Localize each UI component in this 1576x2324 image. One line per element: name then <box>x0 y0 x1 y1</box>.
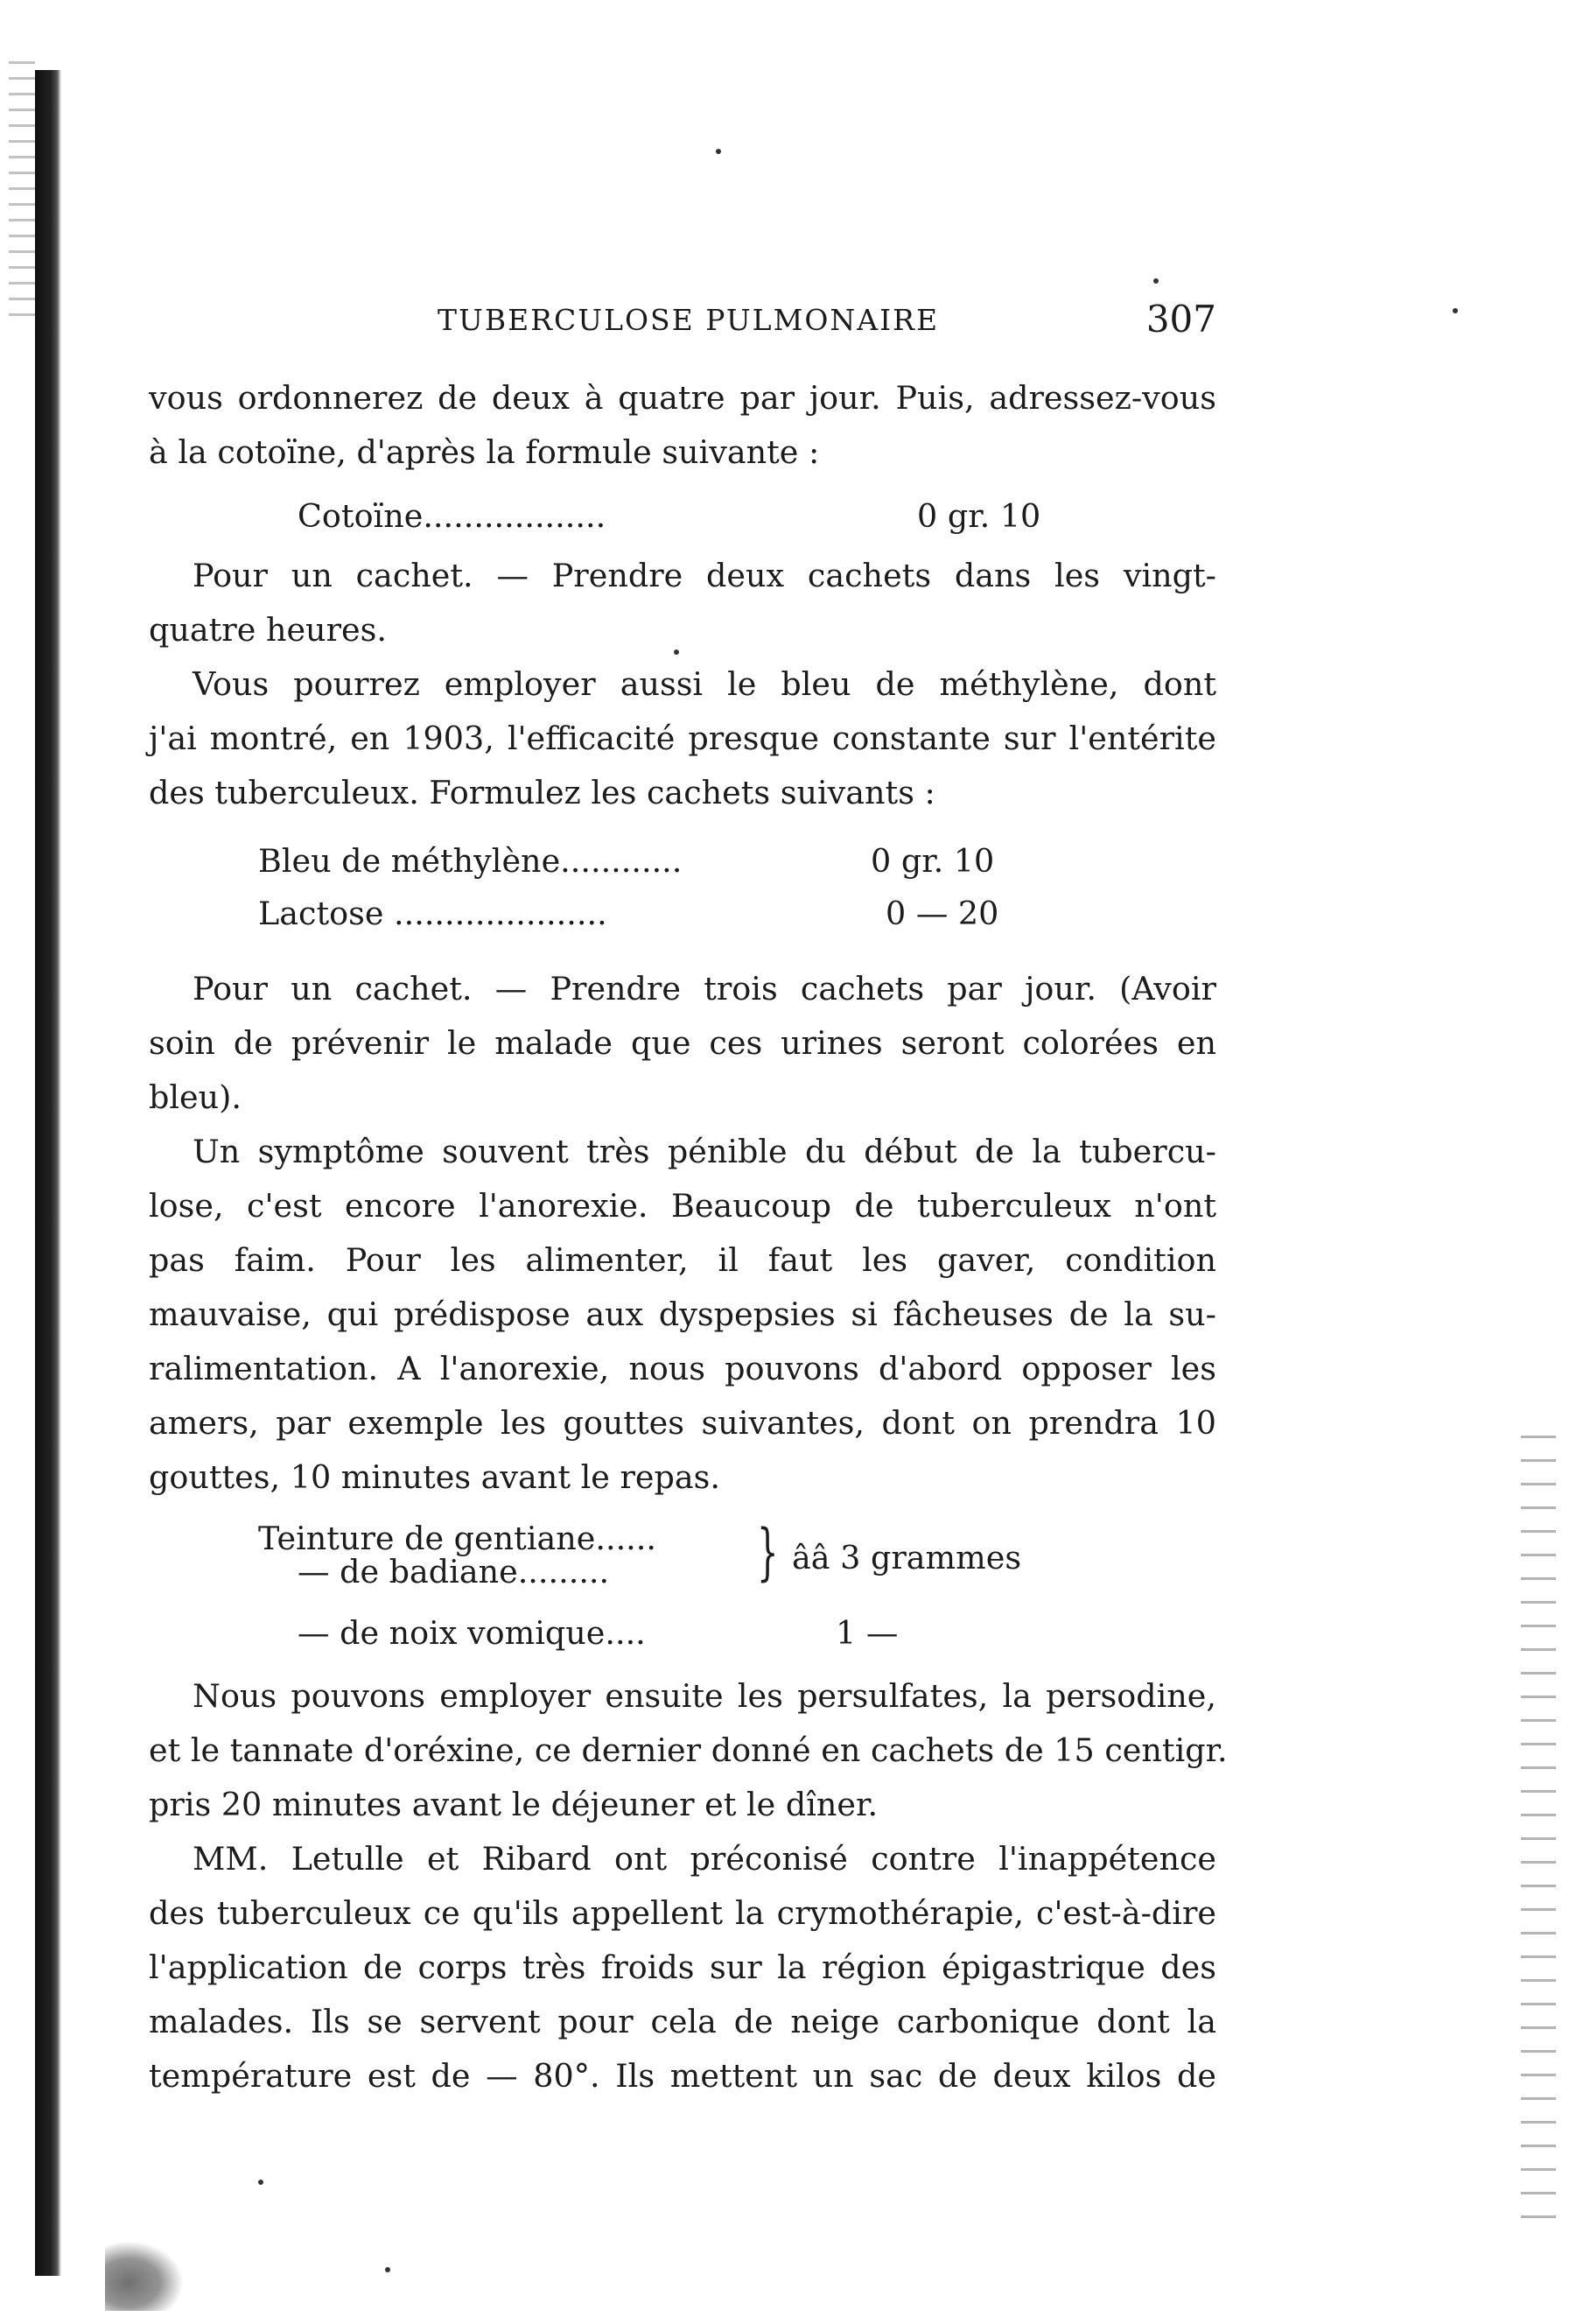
formula-dose: ââ 3 grammes <box>792 1539 1022 1576</box>
formula-item: — de noix vomique.... <box>298 1614 646 1652</box>
text-line: des tuberculeux. Formulez les cachets suivants : <box>149 774 935 811</box>
scan-speck <box>716 149 721 154</box>
text-line: Pour un cachet. — Prendre trois cachets par jour. (Avoir <box>193 970 1216 1008</box>
text-line: pris 20 minutes avant le déjeuner et le dîner. <box>149 1786 879 1823</box>
text-line: Pour un cachet. — Prendre deux cachets dans les vingt- <box>193 557 1216 594</box>
scan-edge-marks <box>9 61 35 324</box>
formula-item: Lactose ..................... <box>258 895 607 932</box>
text-line: à la cotoïne, d'après la formule suivante : <box>149 433 820 471</box>
formula-item: Bleu de méthylène............ <box>258 842 683 880</box>
scan-smudge <box>105 2241 184 2311</box>
formula-item: Cotoïne.................. <box>298 497 606 535</box>
formula-dose: 0 gr. 10 <box>871 842 995 880</box>
brace-icon: } <box>757 1516 779 1588</box>
text-line: vous ordonnerez de deux à quatre par jour. Puis, adressez-vous <box>149 379 1216 417</box>
text-line: ralimentation. A l'anorexie, nous pouvons d'abord opposer les <box>149 1350 1216 1387</box>
text-line: et le tannate d'oréxine, ce dernier donné en cachets de 15 centigr. <box>149 1731 1228 1769</box>
scan-speck <box>385 2267 390 2272</box>
scan-speck <box>258 2180 263 2185</box>
text-line: température est de — 80°. Ils mettent un sac de deux kilos de <box>149 2057 1216 2095</box>
text-line: Nous pouvons employer ensuite les persulfates, la persodine, <box>193 1677 1216 1715</box>
formula-dose: 0 — 20 <box>886 895 999 932</box>
text-line: j'ai montré, en 1903, l'efficacité presque constante sur l'entérite <box>149 720 1216 757</box>
text-line: Un symptôme souvent très pénible du début de la tubercu- <box>193 1133 1216 1170</box>
running-head: TUBERCULOSE PULMONAIRE <box>438 303 940 337</box>
formula-item: Teinture de gentiane...... <box>258 1520 656 1557</box>
page-number: 307 <box>1145 298 1216 341</box>
formula-item: — de badiane......... <box>298 1553 610 1590</box>
formula-dose: 0 gr. 10 <box>917 497 1041 535</box>
binding-shadow <box>35 70 61 2276</box>
scan-specks <box>1521 1436 1556 2223</box>
text-line: l'application de corps très froids sur la région épigastrique des <box>149 1948 1216 1986</box>
text-line: soin de prévenir le malade que ces urines seront colorées en <box>149 1024 1216 1062</box>
text-line: lose, c'est encore l'anorexie. Beaucoup de tuberculeux n'ont <box>149 1187 1216 1225</box>
text-line: MM. Letulle et Ribard ont préconisé contre l'inappétence <box>193 1840 1216 1878</box>
text-line: bleu). <box>149 1078 242 1116</box>
scan-speck <box>1453 308 1458 313</box>
text-line: amers, par exemple les gouttes suivantes, dont on prendra 10 <box>149 1404 1216 1442</box>
scan-speck <box>674 649 679 655</box>
page-header <box>149 298 1216 350</box>
text-line: quatre heures. <box>149 611 387 649</box>
scan-speck <box>1153 278 1159 284</box>
text-line: pas faim. Pour les alimenter, il faut les gaver, condition <box>149 1241 1216 1279</box>
text-line: des tuberculeux ce qu'ils appellent la crymothérapie, c'est-à-dire <box>149 1894 1216 1932</box>
text-line: mauvaise, qui prédispose aux dyspepsies si fâcheuses de la su- <box>149 1295 1216 1333</box>
text-line: Vous pourrez employer aussi le bleu de méthylène, dont <box>193 665 1216 703</box>
text-line: gouttes, 10 minutes avant le repas. <box>149 1458 720 1496</box>
formula-dose: 1 — <box>836 1614 899 1652</box>
text-line: malades. Ils se servent pour cela de neige carbonique dont la <box>149 2003 1216 2040</box>
